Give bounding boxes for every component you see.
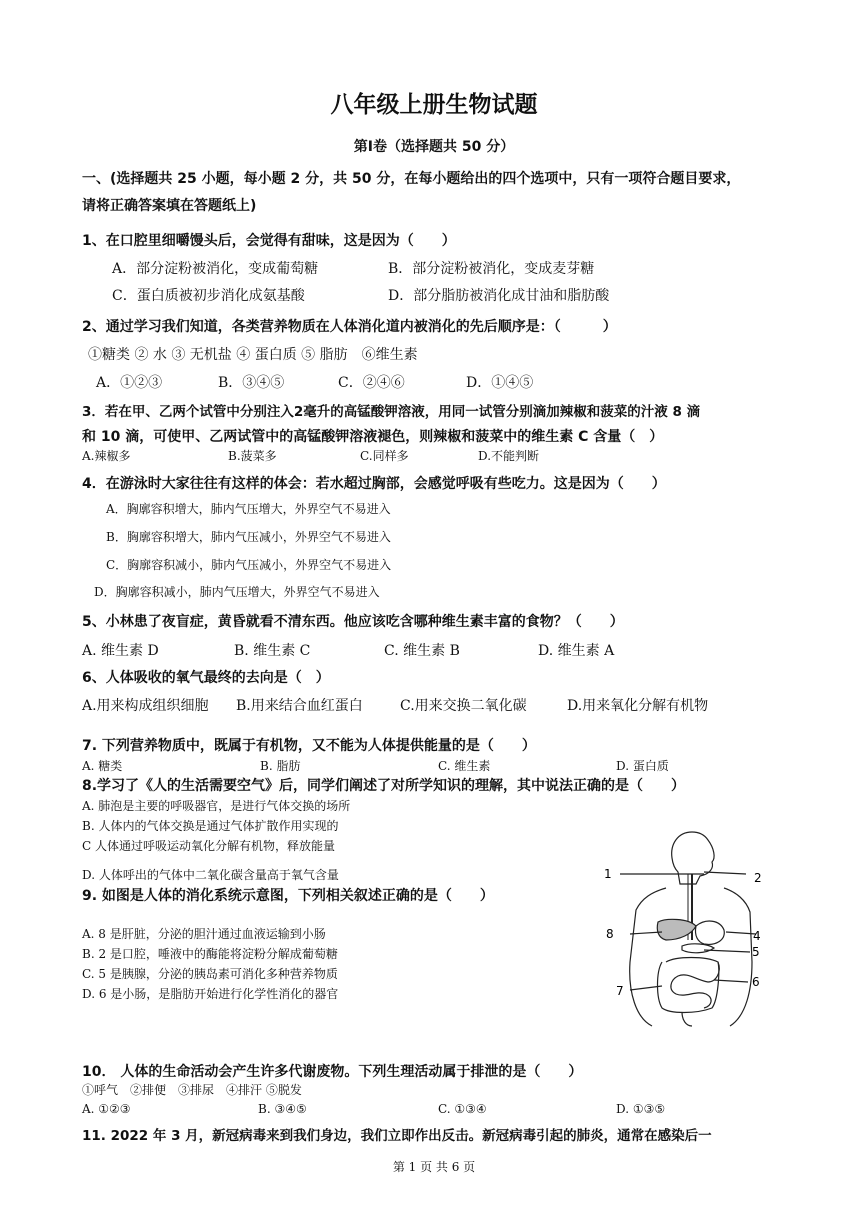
q2-option-d: D．①④⑤ xyxy=(466,375,534,391)
q5-option-b: B. 维生素 C xyxy=(234,643,311,659)
q10-option-b: B. ③④⑤ xyxy=(258,1102,307,1116)
q7-option-d: D. 蛋白质 xyxy=(616,759,669,773)
q7-option-b: B. 脂肪 xyxy=(260,759,301,773)
q6-stem: 6、人体吸收的氧气最终的去向是（ ） xyxy=(82,670,330,686)
q1-option-b: B．部分淀粉被消化，变成麦芽糖 xyxy=(388,261,595,277)
q10-option-a: A. ①②③ xyxy=(82,1102,131,1116)
q5-option-c: C. 维生素 B xyxy=(384,643,460,659)
q3-option-a: A.辣椒多 xyxy=(82,449,131,463)
page-footer: 第 1 页 共 6 页 xyxy=(392,1160,476,1174)
q7-option-c: C. 维生素 xyxy=(438,759,491,773)
small-intestine xyxy=(666,958,719,1009)
q7-option-a: A. 糖类 xyxy=(82,759,123,773)
q1-stem: 1、在口腔里细嚼馒头后，会觉得有甜味，这是因为（ ） xyxy=(82,233,456,249)
q1-option-c: C．蛋白质被初步消化成氨基酸 xyxy=(112,288,305,304)
q2-items: ①糖类 ② 水 ③ 无机盐 ④ 蛋白质 ⑤ 脂肪 ⑥维生素 xyxy=(88,347,418,363)
digestive-system-diagram xyxy=(596,822,776,1032)
figure-label-5: 5 xyxy=(752,945,760,959)
q8-option-c: C 人体通过呼吸运动氧化分解有机物，释放能量 xyxy=(82,839,335,853)
q3-option-d: D.不能判断 xyxy=(478,449,540,463)
figure-label-8: 8 xyxy=(606,927,614,941)
q6-option-d: D.用来氧化分解有机物 xyxy=(567,698,709,714)
figure-label-6: 6 xyxy=(752,975,760,989)
q8-option-b: B. 人体内的气体交换是通过气体扩散作用实现的 xyxy=(82,819,339,833)
instructions-line-2: 请将正确答案填在答题纸上) xyxy=(82,198,257,214)
q7-stem: 7. 下列营养物质中，既属于有机物，又不能为人体提供能量的是（ ） xyxy=(82,738,536,754)
liver xyxy=(657,919,696,940)
figure-label-4: 4 xyxy=(753,929,761,943)
q6-option-a: A.用来构成组织细胞 xyxy=(82,698,209,714)
q9-option-c: C. 5 是胰腺，分泌的胰岛素可消化多种营养物质 xyxy=(82,967,338,981)
q4-stem: 4．在游泳时大家往往有这样的体会：若水超过胸部，会感觉呼吸有些吃力。这是因为（ ） xyxy=(82,476,666,492)
q10-stem: 10． 人体的生命活动会产生许多代谢废物。下列生理活动属于排泄的是（ ） xyxy=(82,1064,583,1080)
q3-option-b: B.菠菜多 xyxy=(228,449,277,463)
stomach xyxy=(695,921,724,944)
figure-label-7: 7 xyxy=(616,984,624,998)
q8-option-a: A. 肺泡是主要的呼吸器官，是进行气体交换的场所 xyxy=(82,799,351,813)
q2-option-c: C．②④⑥ xyxy=(338,375,405,391)
q10-option-c: C. ①③④ xyxy=(438,1102,487,1116)
q10-option-d: D. ①③⑤ xyxy=(616,1102,666,1116)
q4-option-b: B．胸廓容积增大，肺内气压减小，外界空气不易进入 xyxy=(106,530,391,544)
pancreas xyxy=(682,944,714,953)
q4-option-d: D．胸廓容积减小，肺内气压增大，外界空气不易进入 xyxy=(94,585,380,599)
q6-option-b: B.用来结合血红蛋白 xyxy=(236,698,363,714)
q3-option-c: C.同样多 xyxy=(360,449,409,463)
q9-stem: 9. 如图是人体的消化系统示意图，下列相关叙述正确的是（ ） xyxy=(82,888,494,904)
figure-label-2: 2 xyxy=(754,871,762,885)
q4-option-c: C．胸廓容积减小，肺内气压减小，外界空气不易进入 xyxy=(106,558,392,572)
figure-label-1: 1 xyxy=(604,867,612,881)
q8-option-d: D. 人体呼出的气体中二氧化碳含量高于氧气含量 xyxy=(82,868,339,882)
instructions-line-1: 一、(选择题共 25 小题，每小题 2 分，共 50 分，在每小题给出的四个选项中，只有一项符合题目要求， xyxy=(82,171,741,187)
q5-option-d: D. 维生素 A xyxy=(538,643,615,659)
q9-option-a: A. 8 是肝脏，分泌的胆汁通过血液运输到小肠 xyxy=(82,927,326,941)
page-title: 八年级上册生物试题 xyxy=(330,92,538,118)
q3-stem-line-1: 3．若在甲、乙两个试管中分别注入2毫升的高锰酸钾溶液，用同一试管分别滴加辣椒和菠菜的汁液 8 滴 xyxy=(82,404,701,420)
q2-option-a: A．①②③ xyxy=(96,375,163,391)
q1-option-a: A．部分淀粉被消化，变成葡萄糖 xyxy=(112,261,319,277)
q1-option-d: D．部分脂肪被消化成甘油和脂肪酸 xyxy=(388,288,610,304)
q11-stem-line-1: 11. 2022 年 3 月，新冠病毒来到我们身边，我们立即作出反击。新冠病毒引起的肺炎，通常在感染后一 xyxy=(82,1128,712,1144)
q5-option-a: A. 维生素 D xyxy=(82,643,159,659)
q6-option-c: C.用来交换二氧化碳 xyxy=(400,698,527,714)
q2-option-b: B．③④⑤ xyxy=(218,375,285,391)
q2-stem: 2、通过学习我们知道，各类营养物质在人体消化道内被消化的先后顺序是：（ ） xyxy=(82,319,617,335)
section-subtitle: 第Ⅰ卷（选择题共 50 分） xyxy=(353,139,515,155)
q9-option-d: D. 6 是小肠，是脂肪开始进行化学性消化的器官 xyxy=(82,987,339,1001)
q9-option-b: B. 2 是口腔，唾液中的酶能将淀粉分解成葡萄糖 xyxy=(82,947,338,961)
q3-stem-line-2: 和 10 滴，可使甲、乙两试管中的高锰酸钾溶液褪色，则辣椒和菠菜中的维生素 C 含量（ ） xyxy=(82,429,664,445)
q5-stem: 5、小林患了夜盲症，黄昏就看不清东西。他应该吃含哪种维生素丰富的食物？（ ） xyxy=(82,614,624,630)
q4-option-a: A．胸廓容积增大，肺内气压增大，外界空气不易进入 xyxy=(106,502,391,516)
q8-stem: 8.学习了《人的生活需要空气》后，同学们阐述了对所学知识的理解，其中说法正确的是（ ） xyxy=(82,778,686,794)
q10-items: ①呼气 ②排便 ③排尿 ④排汗 ⑤脱发 xyxy=(82,1083,302,1097)
